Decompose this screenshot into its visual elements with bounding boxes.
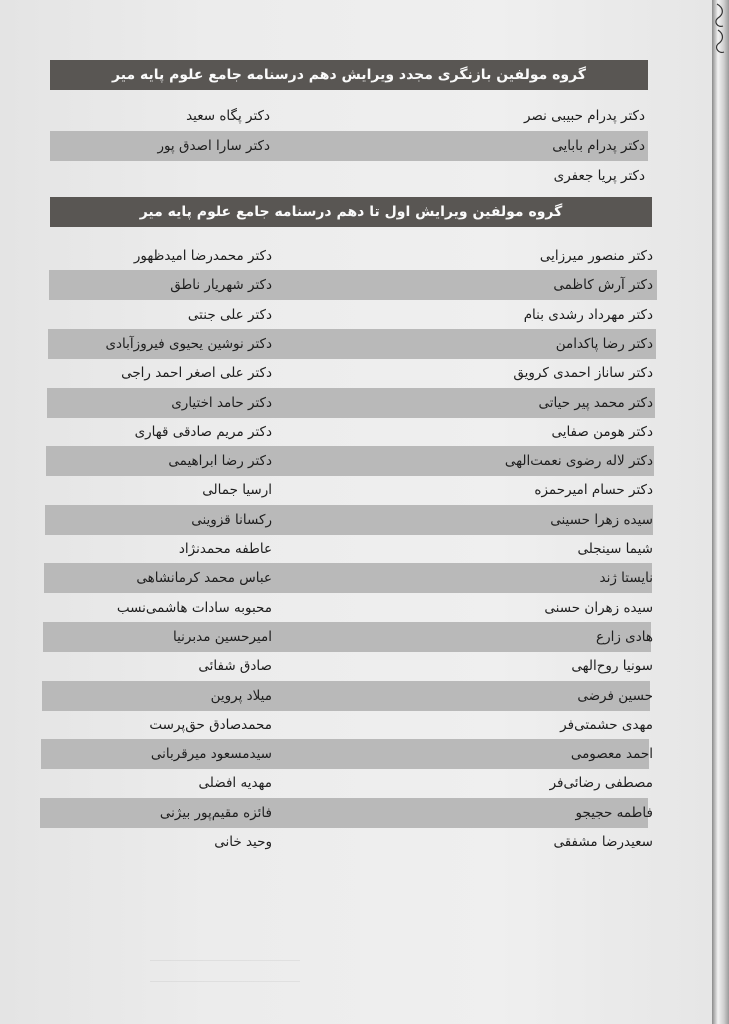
author-name-right: دکتر هومن صفایی [551, 423, 653, 440]
author-name-right: دکتر آرش کاظمی [553, 277, 653, 294]
author-name-left: رکسانا قزوینی [191, 511, 272, 528]
author-row [45, 534, 653, 564]
author-name-right: فاطمه حجیجو [575, 804, 653, 821]
author-row [50, 241, 658, 271]
author-name-right: مهدی حشمتی‌فر [560, 716, 653, 733]
author-name-left: دکتر علی اصغر احمد راجی [121, 365, 272, 382]
author-name-right: مصطفی رضائی‌فر [549, 775, 653, 792]
author-name-left: دکتر حامد اختیاری [171, 394, 272, 411]
author-name-right: دکتر پدرام حبیبی نصر [523, 108, 645, 124]
author-row [46, 475, 654, 505]
author-row [42, 681, 653, 711]
author-name-right: دکتر پریا جعفری [553, 168, 645, 184]
author-name-left: دکتر شهریار ناطق [170, 277, 272, 294]
author-name-left: میلاد پروین [210, 687, 272, 704]
author-name-left: عاطفه محمدنژاد [178, 541, 272, 557]
ornament-icon [714, 0, 728, 60]
author-name-left: عباس محمد کرمانشاهی [136, 570, 272, 587]
author-name-right: حسین فرضی [577, 687, 653, 704]
author-name-right: سیده زهرا حسینی [550, 511, 653, 528]
author-name-left: محمدصادق حق‌پرست [149, 716, 272, 733]
author-row [42, 710, 653, 740]
author-row [40, 827, 653, 857]
author-name-right: دکتر مهرداد رشدی بنام [523, 306, 653, 323]
author-name-left: دکتر محمدرضا امیدظهور [133, 248, 272, 264]
section-title: گروه مولفین بازنگری مجدد ویرایش دهم درسنامه جامع علوم پایه میر [50, 60, 648, 90]
author-name-right: سونیا روح‌الهی [571, 658, 653, 675]
author-name-right: دکتر منصور میرزایی [539, 248, 653, 264]
author-row [44, 593, 652, 623]
author-name-left: دکتر نوشین یحیوی فیروزآبادی [105, 335, 272, 352]
author-row [40, 798, 653, 828]
author-name-left: دکتر سارا اصدق پور [157, 138, 270, 154]
author-name-left: دکتر مریم صادقی قهاری [134, 423, 272, 440]
author-name-right: دکتر ساناز احمدی کرویق [513, 365, 653, 382]
author-name-left: دکتر پگاه سعید [186, 108, 270, 124]
author-name-left: سیدمسعود میرقربانی [150, 746, 272, 763]
author-name-right: سیده زهران حسنی [544, 599, 653, 616]
author-name-left: وحید خانی [214, 834, 272, 850]
section-title: گروه مولفین ویرایش اول تا دهم درسنامه جامع علوم پایه میر [50, 197, 652, 227]
author-name-right: احمد معصومی [570, 746, 653, 763]
author-name-left: صادق شفائی [198, 658, 272, 675]
author-name-right: شیما سینجلی [577, 541, 653, 557]
author-name-left: دکتر علی جنتی [187, 306, 272, 323]
author-name-right: دکتر محمد پیر حیاتی [538, 394, 653, 411]
author-row [48, 358, 656, 388]
author-row [41, 739, 653, 769]
author-row [44, 563, 652, 593]
author-name-right: سعیدرضا مشفقی [553, 834, 653, 850]
author-name-left: مهدیه افضلی [198, 775, 272, 792]
author-name-right: دکتر لاله رضوی نعمت‌الهی [504, 453, 653, 470]
author-name-right: نایستا ژند [599, 570, 653, 587]
author-row [47, 388, 655, 418]
author-row [47, 417, 655, 447]
author-row [45, 505, 653, 535]
author-name-right: دکتر پدرام بابایی [552, 138, 645, 154]
author-name-left: محبوبه سادات هاشمی‌نسب [116, 599, 272, 616]
author-row [43, 651, 651, 681]
author-row [48, 329, 656, 359]
author-name-right: دکتر حسام امیرحمزه [534, 482, 653, 499]
author-row [43, 622, 651, 652]
author-name-right: هادی زارع [596, 628, 653, 645]
author-name-left: دکتر رضا ابراهیمی [168, 453, 272, 470]
author-row [49, 300, 657, 330]
author-name-left: فائزه مقیم‌پور بیژنی [159, 804, 272, 821]
author-row [46, 446, 654, 476]
author-name-left: امیرحسین مدبرنیا [172, 628, 272, 645]
author-name-left: ارسیا جمالی [202, 482, 272, 499]
author-row [41, 768, 653, 798]
author-row [49, 270, 657, 300]
book-binding [712, 0, 729, 1024]
author-name-right: دکتر رضا پاکدامن [555, 335, 653, 352]
